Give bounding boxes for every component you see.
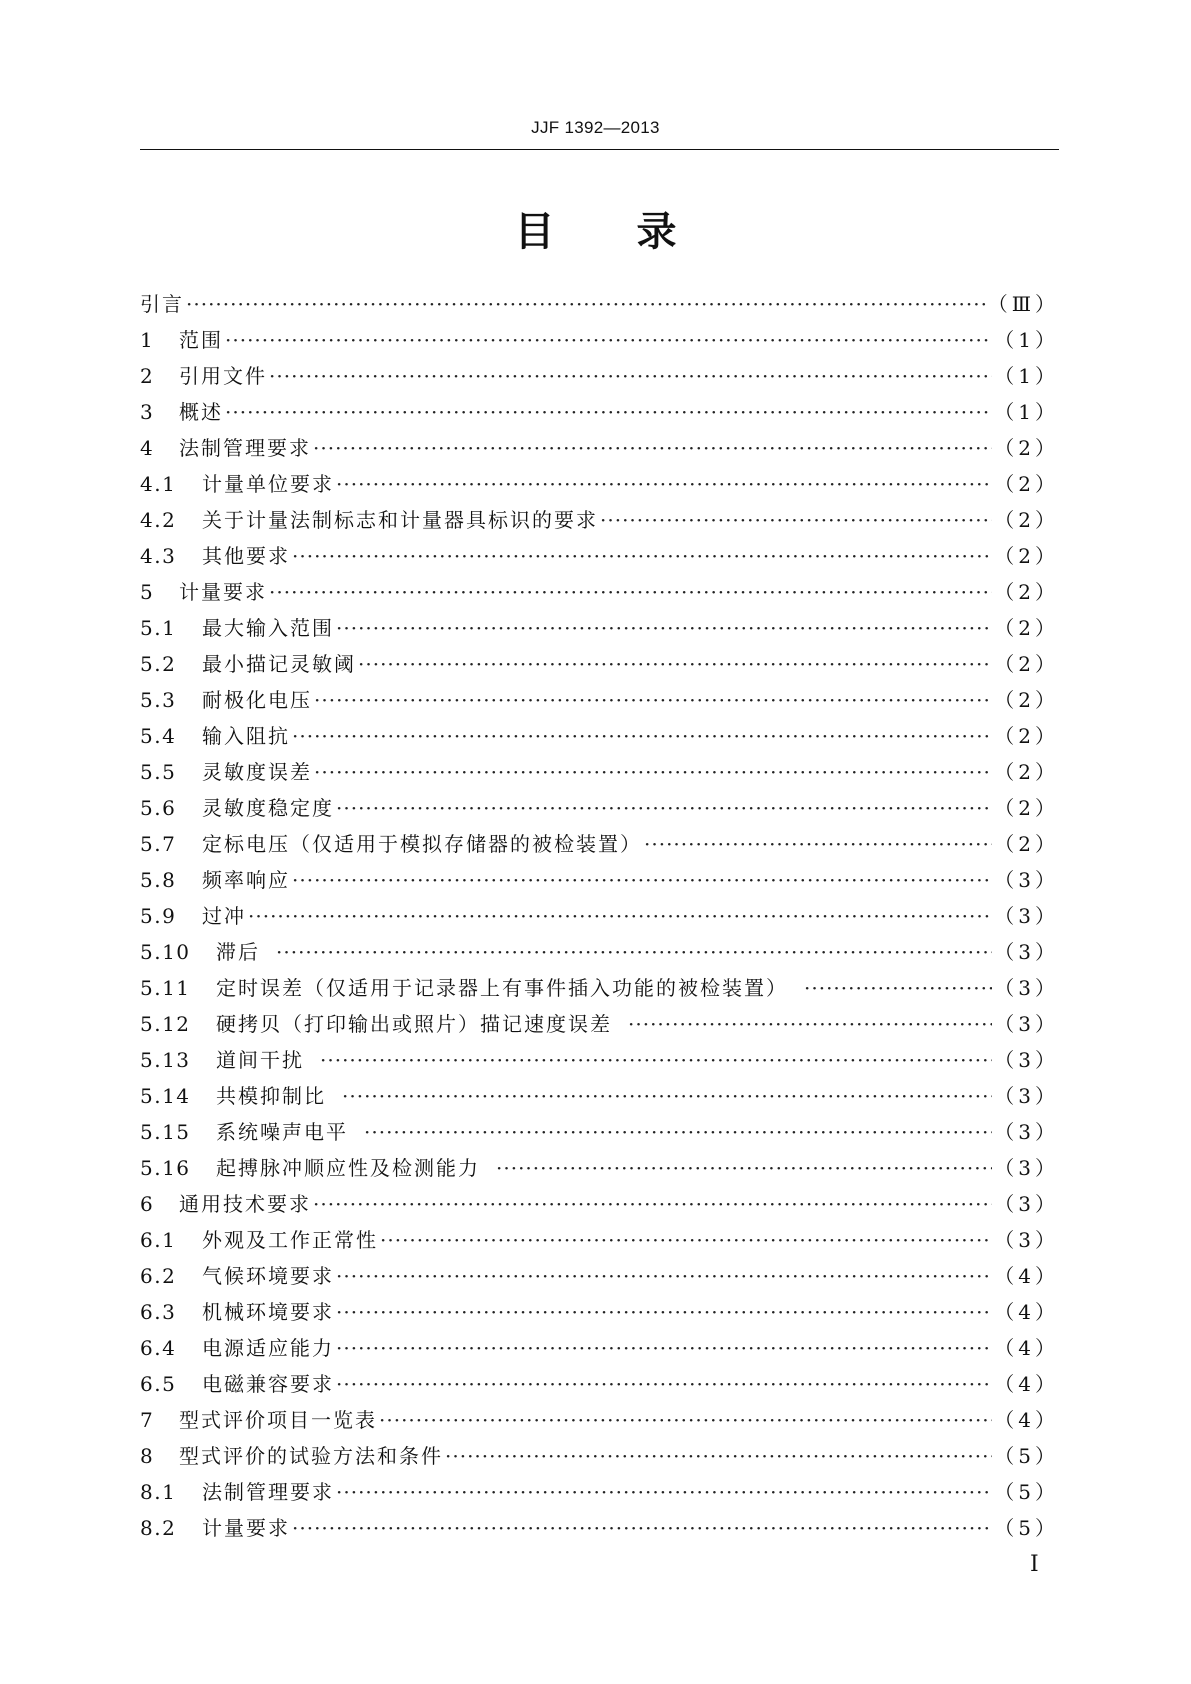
toc-dot-leader [314, 688, 992, 712]
toc-entry-title: 通用技术要求 [179, 1192, 311, 1216]
toc-entry[interactable] [140, 1080, 1059, 1116]
toc-entry-page: （2） [994, 616, 1059, 640]
toc-entry-number: 6.2 [140, 1264, 177, 1288]
toc-entry-page: （2） [994, 832, 1059, 856]
toc-entry[interactable] [140, 828, 1059, 864]
toc-entry-number: 4.1 [140, 472, 177, 496]
toc-entry-page: （2） [994, 508, 1059, 532]
toc-entry-number: 5.1 [140, 616, 177, 640]
header-rule [140, 149, 1059, 150]
toc-entry-number: 5.7 [140, 832, 177, 856]
toc-entry-number: 2 [140, 364, 155, 388]
toc-entry[interactable] [140, 360, 1059, 396]
toc-dot-leader [336, 1264, 992, 1288]
toc-dot-leader [380, 1228, 992, 1252]
toc-entry-title: 其他要求 [202, 544, 290, 568]
toc-dot-leader [292, 544, 992, 568]
toc-entry-page: （3） [994, 1012, 1059, 1036]
toc-entry[interactable] [140, 684, 1059, 720]
toc-entry[interactable] [140, 1368, 1059, 1404]
toc-entry[interactable] [140, 900, 1059, 936]
toc-entry[interactable] [140, 648, 1059, 684]
toc-dot-leader [342, 1084, 992, 1108]
toc-entry-number: 8.2 [140, 1516, 177, 1540]
toc-entry-title: 引用文件 [179, 364, 267, 388]
toc-entry-title: 电源适应能力 [202, 1336, 334, 1360]
toc-dot-leader [269, 580, 992, 604]
table-of-contents [140, 288, 1059, 1548]
toc-entry-number: 1 [140, 328, 155, 352]
toc-entry[interactable] [140, 1152, 1059, 1188]
toc-entry-title: 法制管理要求 [202, 1480, 334, 1504]
toc-entry-page: （4） [994, 1336, 1059, 1360]
toc-entry-title: 灵敏度误差 [202, 760, 312, 784]
toc-entry-number: 6 [140, 1192, 155, 1216]
toc-entry[interactable] [140, 612, 1059, 648]
toc-entry-page: （2） [994, 436, 1059, 460]
toc-dot-leader [336, 616, 992, 640]
toc-entry-number: 8 [140, 1444, 155, 1468]
toc-entry-number: 8.1 [140, 1480, 177, 1504]
toc-entry[interactable] [140, 576, 1059, 612]
toc-entry[interactable] [140, 972, 1059, 1008]
page-title: 目 录 [514, 209, 677, 255]
toc-dot-leader [644, 832, 992, 856]
toc-dot-leader [600, 508, 992, 532]
toc-entry-title: 外观及工作正常性 [202, 1228, 378, 1252]
toc-entry-page: （5） [994, 1516, 1059, 1540]
toc-dot-leader [336, 1336, 992, 1360]
toc-dot-leader [496, 1156, 992, 1180]
toc-entry-number: 7 [140, 1408, 155, 1432]
toc-entry[interactable] [140, 504, 1059, 540]
toc-entry-title: 法制管理要求 [179, 436, 311, 460]
toc-dot-leader [336, 1372, 992, 1396]
toc-entry-number: 5.5 [140, 760, 177, 784]
toc-dot-leader [358, 652, 992, 676]
toc-entry-page: （2） [994, 796, 1059, 820]
toc-entry-number: 6.3 [140, 1300, 177, 1324]
toc-entry[interactable] [140, 288, 1059, 324]
toc-entry-title: 范围 [179, 328, 223, 352]
toc-entry-page: （2） [994, 688, 1059, 712]
toc-entry-page: （3） [994, 976, 1059, 1000]
toc-entry-page: （3） [994, 1120, 1059, 1144]
toc-entry-page: （1） [994, 364, 1059, 388]
toc-entry-page: （2） [994, 580, 1059, 604]
toc-entry-number: 4.3 [140, 544, 177, 568]
toc-entry-page: （3） [994, 1192, 1059, 1216]
toc-entry[interactable] [140, 1404, 1059, 1440]
toc-entry-title: 最小描记灵敏阈 [202, 652, 356, 676]
toc-entry-number: 5.3 [140, 688, 177, 712]
toc-entry-number: 6.4 [140, 1336, 177, 1360]
toc-entry[interactable] [140, 864, 1059, 900]
toc-entry-title: 机械环境要求 [202, 1300, 334, 1324]
toc-dot-leader [336, 1480, 992, 1504]
toc-entry-title: 关于计量法制标志和计量器具标识的要求 [202, 508, 598, 532]
toc-entry-number: 5 [140, 580, 155, 604]
document-code: JJF 1392—2013 [531, 118, 660, 137]
toc-dot-leader [292, 868, 992, 892]
toc-entry-title: 最大输入范围 [202, 616, 334, 640]
toc-entry-page: （4） [994, 1264, 1059, 1288]
toc-dot-leader [336, 796, 992, 820]
toc-entry-title: 输入阻抗 [202, 724, 290, 748]
toc-entry-number: 3 [140, 400, 155, 424]
toc-entry-page: （2） [994, 472, 1059, 496]
toc-entry-page: （5） [994, 1444, 1059, 1468]
toc-entry-page: （2） [994, 760, 1059, 784]
toc-entry-number: 5.6 [140, 796, 177, 820]
toc-entry-page: （3） [994, 1228, 1059, 1252]
toc-dot-leader [445, 1444, 992, 1468]
toc-entry-title: 起搏脉冲顺应性及检测能力 [216, 1156, 480, 1180]
toc-entry-number: 5.15 [140, 1120, 191, 1144]
toc-entry-number: 5.4 [140, 724, 177, 748]
toc-entry-page: （5） [994, 1480, 1059, 1504]
toc-dot-leader [804, 976, 992, 1000]
toc-entry-page: （1） [994, 328, 1059, 352]
toc-entry-title: 型式评价项目一览表 [179, 1408, 377, 1432]
toc-entry-number: 5.11 [140, 976, 191, 1000]
toc-entry-page: （4） [994, 1372, 1059, 1396]
toc-entry[interactable] [140, 432, 1059, 468]
toc-dot-leader [364, 1120, 992, 1144]
toc-entry-page: （Ⅲ） [987, 292, 1059, 316]
toc-entry[interactable] [140, 1440, 1059, 1476]
toc-entry[interactable] [140, 1296, 1059, 1332]
toc-dot-leader [336, 472, 992, 496]
toc-entry[interactable] [140, 540, 1059, 576]
toc-entry-title: 共模抑制比 [216, 1084, 326, 1108]
toc-entry-page: （2） [994, 544, 1059, 568]
toc-entry-number: 6.1 [140, 1228, 177, 1252]
toc-entry-title: 灵敏度稳定度 [202, 796, 334, 820]
toc-dot-leader [292, 1516, 992, 1540]
toc-dot-leader [225, 328, 992, 352]
toc-entry-title: 定标电压（仅适用于模拟存储器的被检装置） [202, 832, 642, 856]
toc-entry-title: 气候环境要求 [202, 1264, 334, 1288]
toc-entry-number: 4 [140, 436, 155, 460]
toc-entry[interactable] [140, 792, 1059, 828]
toc-dot-leader [292, 724, 992, 748]
toc-entry-page: （3） [994, 1048, 1059, 1072]
toc-entry-number: 6.5 [140, 1372, 177, 1396]
toc-entry-number: 4.2 [140, 508, 177, 532]
toc-entry-page: （2） [994, 652, 1059, 676]
toc-dot-leader [313, 436, 992, 460]
toc-entry[interactable] [140, 396, 1059, 432]
toc-entry-number: 5.16 [140, 1156, 191, 1180]
toc-entry-page: （3） [994, 1156, 1059, 1180]
toc-dot-leader [248, 904, 992, 928]
page-number: Ⅰ [1030, 1552, 1039, 1577]
toc-entry-page: （1） [994, 400, 1059, 424]
toc-dot-leader [186, 292, 986, 316]
toc-entry-number: 5.9 [140, 904, 177, 928]
toc-dot-leader [225, 400, 992, 424]
toc-entry-number: 5.14 [140, 1084, 191, 1108]
toc-entry[interactable] [140, 1116, 1059, 1152]
toc-dot-leader [628, 1012, 992, 1036]
toc-entry[interactable] [140, 720, 1059, 756]
toc-dot-leader [320, 1048, 992, 1072]
toc-entry[interactable] [140, 756, 1059, 792]
toc-entry-page: （4） [994, 1300, 1059, 1324]
toc-entry-number: 5.13 [140, 1048, 191, 1072]
toc-entry-title: 引言 [140, 292, 184, 316]
toc-entry-title: 耐极化电压 [202, 688, 312, 712]
toc-entry-page: （3） [994, 940, 1059, 964]
toc-entry[interactable] [140, 324, 1059, 360]
toc-dot-leader [314, 760, 992, 784]
toc-dot-leader [313, 1192, 992, 1216]
toc-dot-leader [379, 1408, 992, 1432]
toc-entry[interactable] [140, 1044, 1059, 1080]
toc-dot-leader [276, 940, 992, 964]
toc-entry[interactable] [140, 468, 1059, 504]
toc-entry-page: （4） [994, 1408, 1059, 1432]
toc-entry-title: 系统噪声电平 [216, 1120, 348, 1144]
toc-entry-title: 定时误差（仅适用于记录器上有事件插入功能的被检装置） [216, 976, 788, 1000]
toc-entry-title: 型式评价的试验方法和条件 [179, 1444, 443, 1468]
toc-entry-title: 电磁兼容要求 [202, 1372, 334, 1396]
toc-entry[interactable] [140, 1476, 1059, 1512]
toc-entry-page: （3） [994, 868, 1059, 892]
toc-entry-title: 频率响应 [202, 868, 290, 892]
toc-entry-title: 硬拷贝（打印输出或照片）描记速度误差 [216, 1012, 612, 1036]
toc-entry-number: 5.8 [140, 868, 177, 892]
toc-entry-title: 计量要求 [179, 580, 267, 604]
toc-entry[interactable] [140, 1332, 1059, 1368]
toc-entry-title: 计量要求 [202, 1516, 290, 1540]
toc-entry-page: （3） [994, 1084, 1059, 1108]
toc-entry[interactable] [140, 1008, 1059, 1044]
toc-entry-number: 5.2 [140, 652, 177, 676]
toc-entry-number: 5.12 [140, 1012, 191, 1036]
toc-entry-title: 过冲 [202, 904, 246, 928]
toc-entry[interactable] [140, 936, 1059, 972]
toc-entry[interactable] [140, 1188, 1059, 1224]
toc-entry[interactable] [140, 1512, 1059, 1548]
toc-entry-number: 5.10 [140, 940, 191, 964]
toc-entry-page: （3） [994, 904, 1059, 928]
toc-entry[interactable] [140, 1260, 1059, 1296]
toc-entry-title: 道间干扰 [216, 1048, 304, 1072]
toc-dot-leader [269, 364, 992, 388]
toc-entry-title: 滞后 [216, 940, 260, 964]
toc-entry[interactable] [140, 1224, 1059, 1260]
toc-entry-title: 计量单位要求 [202, 472, 334, 496]
toc-entry-page: （2） [994, 724, 1059, 748]
toc-dot-leader [336, 1300, 992, 1324]
toc-entry-title: 概述 [179, 400, 223, 424]
